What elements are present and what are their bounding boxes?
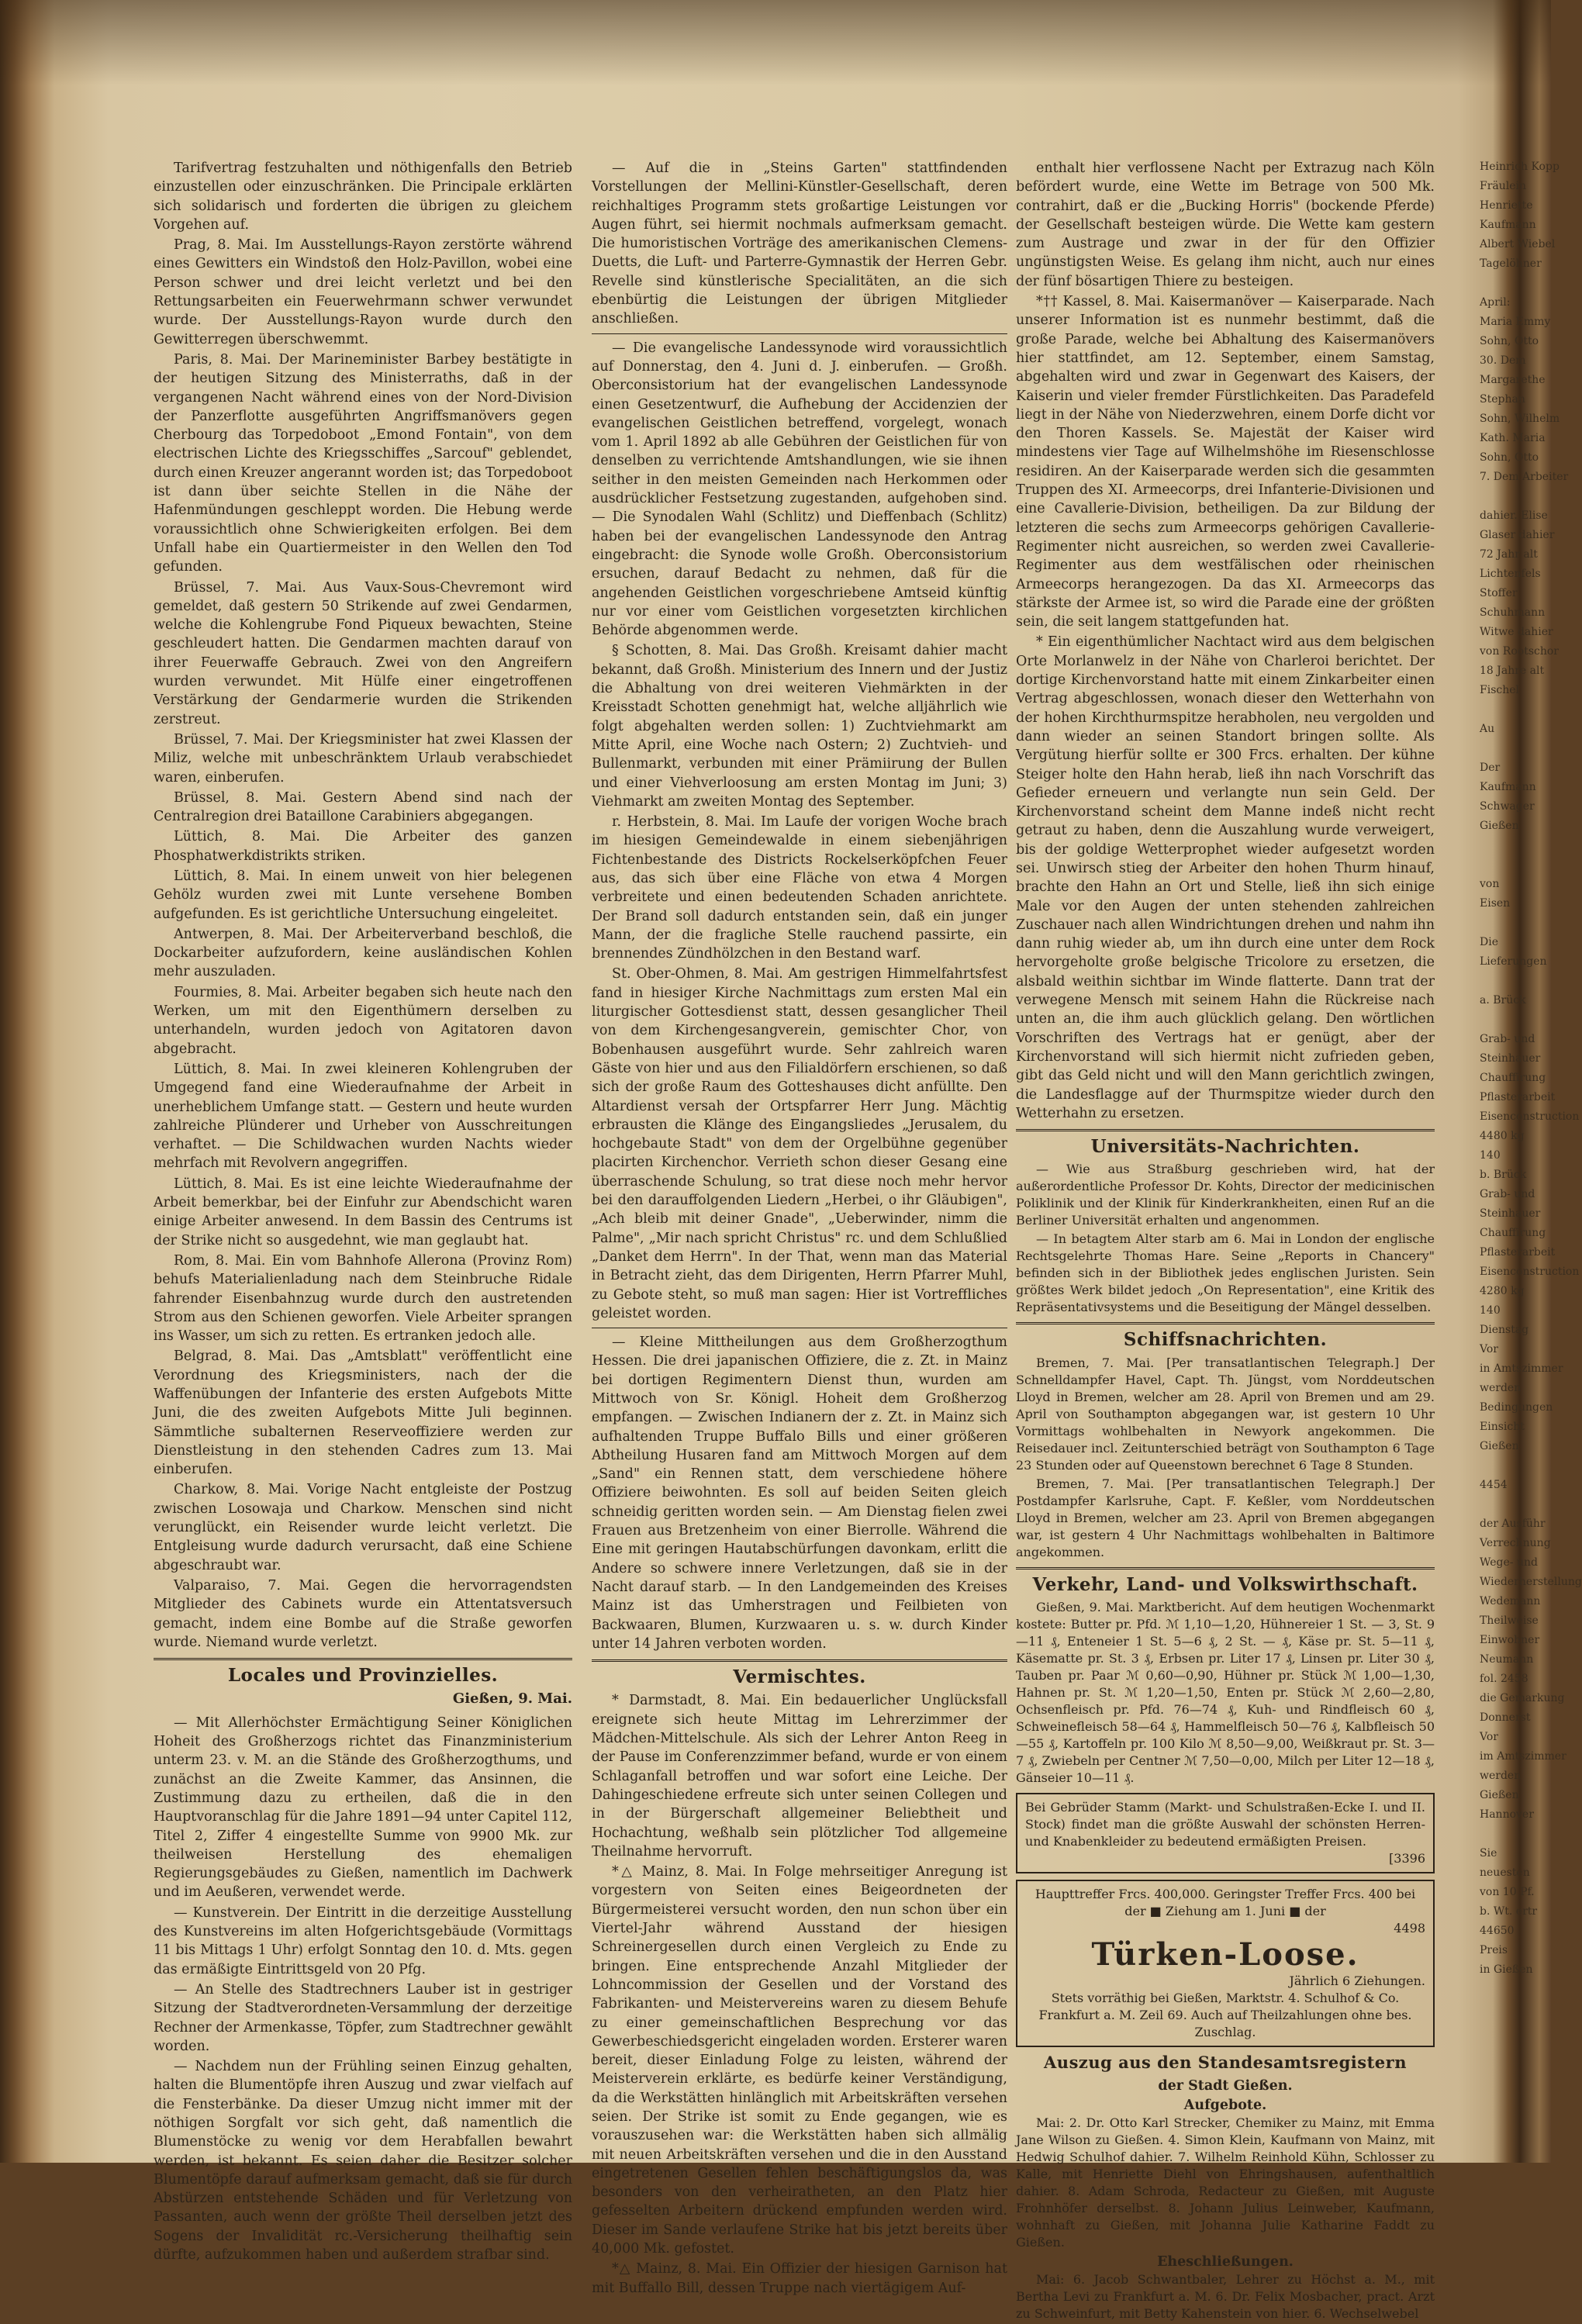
edge-text-line: 72 Jahr alt [1480,548,1538,561]
edge-text-line: 4454 [1480,1479,1508,1491]
edge-text-line: Eisen [1480,897,1511,910]
aufgebote-heading: Aufgebote. [1183,2097,1267,2113]
section-divider [1016,1129,1435,1131]
standesamt-subheading: der Stadt Gießen. [1158,2078,1293,2094]
news-item-bruessel-1: Brüssel, 7. Mai. Aus Vaux-Sous-Chevremont wird gemeldet, daß gestern 50 Strikende auf zwei Gendarmen, welche die Kohlengrube Fond Piqueux bewachten, Steine geschleudert hatten. Die Gendarmen machten darauf von ihrer Feuerwaffe Gebrauch. Zwei von den Angreifern wurden verwundet. Mit Hülfe einer eingetroffenen Verstärkung der Gendarmerie wurden die Strikenden zerstreut. [154,579,572,727]
edge-text-line: Donnerst [1480,1711,1531,1724]
news-item-bruessel-3: Brüssel, 8. Mai. Gestern Abend sind nach der Centralregion drei Bataillone Carabiniers abgegangen. [154,789,572,825]
edge-text-line [1480,741,1518,757]
edge-text-line: Glaser dahier [1480,529,1555,541]
news-item-prag: Prag, 8. Mai. Im Ausstellungs-Rayon zerstörte während eines Gewitters ein Windstoß den Holz-Pavillon, wobei eine Person schwer und drei leicht verletzt und bei den Rettungsarbeiten ein Feuerwehrmann schwer verwundet wurde. Der Ausstellungs-Rayon wurde durch den Gewitterregen überschwemmt. [154,237,572,347]
eheschliessungen-list: Mai: 6. Jacob Schwantbaler, Lehrer zu Höchst a. M., mit Bertha Levi zu Frankfurt a. M. 6. Dr. Felix Mosbacher, pract. Arzt zu Schweinfurt, mit Betty Kahenstein von hier. 6. Wechselwebel [1016,2272,1435,2322]
news-item-luettich-1: Lüttich, 8. Mai. Die Arbeiter des ganzen Phosphatwerkdistrikts striken. [154,829,572,864]
news-item-paris: Paris, 8. Mai. Der Marineminister Barbey bestätigte in der heutigen Sitzung des Ministerraths, daß in der vergangenen Nacht während eines von der Nord-Division der Panzerflotte ausgeführten Angriffsmanövers gegen Cherbourg das Torpedoboot „Emond Fontain", von dem electrischen Lichte des Kriegsschiffes „Sarcouf" geblendet, durch einen Kreuzer angerannt worden ist; das Torpedoboot ist dann über seichte Stellen in die Nähe der Hafenmündungen geschleppt worden. Die Hebung werde voraussichtlich ohne Schwierigkeiten erfolgen. Bei dem Unfall habe ein Quartiermeister in den Wellen den Tod gefunden. [154,351,572,575]
local-item-schotten: § Schotten, 8. Mai. Das Großh. Kreisamt dahier macht bekannt, daß Großh. Ministerium des Innern und der Justiz die Abhaltung von drei weiteren Viehmärkten in der Kreisstadt Schotten genehmigt hat, welche alljährlich wie folgt abgehalten werden sollen: 1) Zuchtviehmarkt am Mitte April, eine Woche nach Ostern; 2) Zuchtvieh- und Bullenmarkt, verbunden mit einer Prämiirung der Bullen und einer Viehverloosung am ersten Montag im Juni; 3) Viehmarkt am zweiten Montag des September. [592,643,1007,810]
news-item-antwerpen: Antwerpen, 8. Mai. Der Arbeiterverband beschloß, die Dockarbeiter aufzufordern, keine ausländischen Kohlen mehr auszuladen. [154,926,572,980]
edge-text-line: Gießen [1480,1789,1519,1801]
edge-text-line: Wiederherstellung [1480,1576,1582,1588]
edge-text-line: 7. Dem Arbeiter [1480,471,1569,483]
edge-text-line: Vor [1480,1343,1498,1355]
edge-text-line: Pflasterarbeit [1480,1246,1556,1259]
misc-item-kassel: *†† Kassel, 8. Mai. Kaisermanöver — Kaiserparade. Nach unserer Information ist es nunmehr bestimmt, daß die große Parade, welche bei Abhaltung des Kaisermanövers hier stattfindet, am 12. September, einem Samstag, abgehalten wird und zwar in Gegenwart des Kaisers, der Kaiserin und vieler fremder Fürstlichkeiten. Das Paradefeld liegt in der Nähe von Niederzwehren, einem Dorfe dicht vor den Thoren Kassels. Se. Majestät der Kaiser wird mindestens vier Tage auf Wilhelmshöhe im Riesenschlosse residiren. An der Kaiserparade werden sich die gesammten Truppen des XI. Armeecorps, drei Infanterie-Divisionen und eine Cavallerie-Division, betheiligen. Da zur Bildung der letzteren die sechs zum Armeecorps gehörigen Cavallerie-Regimenter nicht ausreichen, so werden zwei Cavallerie-Regimenter aus dem westfälischen oder rheinischen Armeecorps herangezogen. Da das XI. Armeecorps das stärkste der Armee ist, so wird die Parade eine der größten sein, die seit langem stattgefunden hat. [1016,294,1435,630]
edge-text-line: Schuhmann [1480,606,1546,619]
page-shadow [0,0,1551,85]
edge-text-line: Sohn, Wilhelm [1480,413,1560,425]
edge-text-line: Schwager [1480,800,1535,813]
edge-text-line: Bedingungen [1480,1401,1553,1414]
local-item-kunstverein: — Kunstverein. Der Eintritt in die derzeitige Ausstellung des Kunstvereins im alten Hofgerichtsgebäude (Vormittags 11 bis Mittags 1 Uhr) erfolgt Sonntag den 10. d. Mts. gegen das ermäßigte Eintrittsgeld von 20 Pfg. [154,1904,572,1977]
local-item-finanz: — Mit Allerhöchster Ermächtigung Seiner Königlichen Hoheit des Großherzogs richtet das Finanzministerium unterm 23. v. M. an die Stände des Großherzogthums, und zunächst an die Zweite Kammer, das Ansinnen, die Zustimmung dazu zu ertheilen, daß die in den Hauptvoranschlag für die Jahre 1891—94 unter Capitel 112, Titel 2, Ziffer 4 eingestellte Summe von 9900 Mk. zur theilweisen Herstellung des ehemaligen Regierungsgebäudes zu Gießen, namentlich im Dachwerk und im Aeußeren, verwendet werde. [154,1715,572,1901]
edge-text-line: Heinrich Kopp [1480,161,1560,173]
edge-text-line: Stephan [1480,393,1525,406]
aufgebote-list: Mai: 2. Dr. Otto Karl Strecker, Chemiker zu Mainz, mit Emma Jane Wilson zu Gießen. 4. Simon Klein, Kaufmann von Mainz, mit Hedwig Schulhof dahier. 7. Wilhelm Reinhold Kühn, Schlosser zu Kalle, mit Henriette Diehl von Ehringshausen, aufenthaltlich dahier. 8. Adam Schroda, Redacteur zu Gießen, mit Auguste Frohnhöfer derselbst. 8. Johann Julius Leinweber, Kaufmann, wohnhaft zu Gießen, mit Johanna Julie Katharine Faddt zu Gießen. [1016,2115,1435,2250]
ad-lottery-side: Jährlich 6 Ziehungen. [1289,1974,1425,1989]
local-item-herbstein: r. Herbstein, 8. Mai. Im Laufe der vorigen Woche brach im hiesigen Gemeindewalde in einem siebenjährigen Fichtenbestande des Districts Rockelserköpfchen Feuer aus, das sich über eine Fläche von etwa 4 Morgen verbreitete und einen bedeutenden Schaden anrichtete. Der Brand soll dadurch entstanden sein, daß ein junger Mann, der die fragliche Stelle rauchend passirte, ein brennendes Zündhölzchen in den Bestand warf. [592,814,1007,962]
edge-text-line [1480,837,1518,854]
edge-text-line: Der [1480,761,1501,774]
ad-lottery-bottom: Stets vorräthig bei Gießen, Marktstr. 4. Schulhof & Co. Frankfurt a. M. Zeil 69. Auch auf Theilzahlungen ohne bes. Zuschlag. [1038,1991,1412,2040]
edge-text-line: 4480 kg [1480,1130,1525,1142]
edge-text-line: Witwe dahier [1480,626,1553,638]
dateline: Gießen, 9. Mai. [452,1690,572,1708]
edge-text-line: Verrechnung [1480,1537,1551,1549]
edge-text-line [1480,857,1518,873]
local-item-stadtrechner: — An Stelle des Stadtrechners Lauber ist in gestriger Sitzung der Stadtverordneten-Versammlung der derzeitige Rechner der Armenkasse, Töpfer, zum Stadtrechner gewählt worden. [154,1981,572,2054]
news-item-belgrad: Belgrad, 8. Mai. Das „Amtsblatt" veröffentlicht eine Verordnung des Kriegsministers, nach der die Waffenübungen der Infanterie des ersten Aufgebots Mitte Juni, die des zweiten Aufgebots Mitte Juli beginnen. Sämmtliche subalternen Reserveoffiziere werden zur Dienstleistung in den stehenden Cadres zum 13. Mai einberufen. [154,1348,572,1478]
local-item-mellini: — Auf die in „Steins Garten" stattfindenden Vorstellungen der Mellini-Künstler-Gesellschaft, deren reichhaltiges Programm stets großartige Leistungen vor Augen führt, sei hiermit nochmals aufmerksam gemacht. Die humoristischen Vorträge des amerikanischen Clemens-Duetts, die Luft- und Parterre-Gymnastik der Herren Gebr. Revelle sind künstlerische Specialitäten, an die sich ebenbürtig die Leistungen der übrigen Mitglieder anschließen. [592,161,1007,327]
uni-item-strassburg: — Wie aus Straßburg geschrieben wird, hat der außerordentliche Professor Dr. Kohts, Director der medicinischen Poliklinik und der Klinik für Kinderkrankheiten, einen Ruf an die Berliner Universität erhalten und angenommen. [1016,1162,1435,1228]
facing-page-edge [1480,159,1582,1981]
edge-text-line: Fräulein [1480,180,1527,192]
ad-lottery-number: 4498 [1394,1921,1425,1936]
section-divider [592,1659,1007,1662]
edge-text-line: 4280 kg [1480,1285,1525,1297]
edge-text-line: a. Brück [1480,994,1526,1007]
edge-text-line: von [1480,878,1500,890]
section-divider [154,1658,572,1660]
edge-text-line: Kaufmann [1480,781,1536,793]
ad-text: Bei Gebrüder Stamm (Markt- und Schulstraßen-Ecke I. und II. Stock) findet man die größte Auswahl der schönsten Herren- und Knabenkleider zu bedeutend ermäßigten Preisen. [1025,1800,1425,1849]
edge-text-line: Hannover [1480,1808,1534,1821]
edge-text-line: Die [1480,936,1498,948]
edge-text-line [1480,1826,1518,1842]
edge-text-line: Eisenconstruction [1480,1110,1580,1123]
local-item-kleine-mittheilungen: — Kleine Mittheilungen aus dem Großherzogthum Hessen. Die drei japanischen Offiziere, die z. Zt. in Mainz bei dortigen Regimentern Dienst thun, wurden am Mittwoch von Sr. Königl. Hoheit dem Großherzog empfangen. — Zwischen Indianern der z. Zt. in Mainz sich aufhaltenden Truppe Buffalo Bills und einer größeren Abtheilung Husaren fand am Mittwoch Morgen auf dem „Sand" ein Rennen statt, dem verschiedene höhere Offiziere beiwohnten. Es soll auf beiden Seiten gleich schneidig geritten worden sein. — Am Dienstag fielen zwei Frauen aus Bretzenheim von einer Bierrolle. Während die Eine mit geringen Hautabschürfungen davonkam, erlitt die Andere so schwere innere Verletzungen, daß sie in der Nacht darauf starb. — In den Landgemeinden des Kreises Mainz ist das Umherstragen und Feilbieten von Backwaaren, Blumen, Kurzwaaren u. s. w. durch Kinder unter 14 Jahren verboten worden. [592,1335,1007,1652]
uni-item-london: — In betagtem Alter starb am 6. Mai in London der englische Rechtsgelehrte Thomas Hare. Seine „Reports in Chancery" befinden sich in der Bibliothek jedes englischen Juristen. Sein größtes Werk bildet jedoch „On Representation", eine Kritik des Repräsentativsystems und die Beseitigung der Mängel desselben. [1016,1231,1435,1315]
edge-text-line: im Amtszimmer [1480,1750,1566,1763]
ad-lottery-top: Haupttreffer Frcs. 400,000. Geringster Treffer Frcs. 400 bei der ■ Ziehung am 1. Juni ■ der [1035,1887,1416,1919]
edge-text-line: 140 [1480,1149,1501,1162]
edge-text-line: Neumann [1480,1653,1534,1666]
edge-text-line: Wedemann [1480,1595,1541,1607]
edge-text-line: Albert Wiebel [1480,238,1556,250]
edge-text-line: Steinhauer [1480,1052,1541,1065]
misc-item-continued: enthalt hier verflossene Nacht per Extrazug nach Köln befördert wurde, eine Wette im Betrage von 500 Mk. contrahirt, daß er die „Bucking Horris" (bockende Pferde) der Gesellschaft besteigen würde. Die Wette kam gestern zum Austrage und zwar in der für den Offizier ungünstigsten Weise. Es gelang ihm nicht, auch nur eines der fünf bösartigen Thiere zu besteigen. [1016,161,1435,289]
edge-text-line: Lieferungen [1480,955,1547,968]
section-heading-locales: Locales und Provinzielles. [227,1665,499,1687]
advertisement-tuerken-loose [1016,1880,1435,2047]
news-item-bruessel-2: Brüssel, 7. Mai. Der Kriegsminister hat zwei Klassen der Miliz, welche mit unbeschränktem Urlaub verabschiedet waren, einberufen. [154,731,572,786]
edge-text-line [1480,1458,1518,1474]
section-heading-standesamt: Auszug aus den Standesamtsregistern [1044,2053,1407,2073]
edge-text-line: Einwohner [1480,1634,1540,1646]
section-divider [1016,1567,1435,1569]
edge-text-line: 140 [1480,1304,1501,1317]
edge-text-line: Dienstag [1480,1324,1529,1336]
ship-item-havel: Bremen, 7. Mai. [Per transatlantischen Telegraph.] Der Schnelldampfer Havel, Capt. Th. Jüngst, vom Norddeutschen Lloyd in Bremen, welcher am 28. April von Bremen und am 29. April von Southampton abgegangen war, ist gestern 10 Uhr Vormittags wohlbehalten in Newyork angekommen. Die Reisedauer incl. Zeitunterschied beträgt von Southampton 6 Tage 23 Stunden oder auf Queenstown berechnet 6 Tage 8 Stunden. [1016,1355,1435,1473]
edge-text-line: Sohn, Otto [1480,451,1539,464]
news-item-luettich-4: Lüttich, 8. Mai. Es ist eine leichte Wiederaufnahme der Arbeit bemerkbar, bei der Einfuhr zur Abendschicht waren einige Arbeiter anwesend. In dem Bassin des Centrums ist der Strike nicht so ausgedehnt, wie man geglaubt hat. [154,1176,572,1248]
edge-text-line: Henriette [1480,199,1533,212]
edge-text-line [1480,1497,1518,1513]
edge-text-line: Maria Emmy [1480,316,1551,328]
column-3 [1016,159,1435,2324]
edge-text-line: Chauffirung [1480,1227,1546,1239]
edge-text-line: Pflasterarbeit [1480,1091,1556,1103]
ship-item-karlsruhe: Bremen, 7. Mai. [Per transatlantischen Telegraph.] Der Postdampfer Karlsruhe, Capt. F. Keßler, vom Norddeutschen Lloyd in Bremen, welcher am 23. April von Bremen abgegangen war, ist gestern 4 Uhr Nachmittags wohlbehalten in Baltimore angekommen. [1016,1476,1435,1559]
edge-text-line: Kaufmann [1480,219,1536,231]
edge-text-line: Fischel [1480,684,1519,696]
edge-text-line: Vor [1480,1731,1498,1743]
market-report: Gießen, 9. Mai. Marktbericht. Auf dem heutigen Wochenmarkt kostete: Butter pr. Pfd. ℳ 1,10—1,20, Hühnereier 1 St. — 3, St. 9—11 ₰, Enteneier 1 St. 5—6 ₰, 2 St. — ₰, Käse pr. St. 5—11 ₰, Käsematte pr. St. 3 ₰, Erbsen pr. Liter 17 ₰, Linsen pr. Liter 30 ₰, Tauben pr. Paar ℳ 0,60—0,90, Hühner pr. Stück ℳ 1,00—1,30, Hahnen pr. St. ℳ 1,20—1,50, Enten pr. Stück ℳ 2,60—2,80, Ochsenfleisch pr. Pfd. 76—74 ₰, Kuh- und Rindfleisch 60 ₰, Schweinefleisch 58—64 ₰, Hammelfleisch 50—76 ₰, Kalbfleisch 50—55 ₰, Kartoffeln pr. 100 Kilo ℳ 8,50—9,00, Weißkraut pr. St. 3—7 ₰, Zwiebeln per Centner ℳ 7,50—0,00, Milch per Liter 12—18 ₰, Gänseier 10—11 ₰. [1016,1600,1435,1786]
misc-item-nachtact: * Ein eigenthümlicher Nachtact wird aus dem belgischen Orte Morlanwelz in der Nähe von Charleroi berichtet. Der dortige Kirchenvorstand hatte mit einem Zinkarbeiter einen Vertrag abgeschlossen, wonach dieser den Wetterhahn von der hohen Kirchthurmspitze herabholen, neu vergolden und dann wieder an seinen Standort bringen sollte. Als Vergütung hierfür sollte er 300 Frcs. erhalten. Der kühne Steiger holte den Hahn herab, ließ ihn nach Vorschrift das Gefieder erneuern und verlangte nun sein Geld. Der Kirchenvorstand scheint dem Manne indeß nicht recht getraut zu haben, denn die Auszahlung wurde verweigert, bis der goldige Wetterprophet wieder aufgesetzt worden sei. Unwirsch stieg der Arbeiter den hohen Thurm hinauf, brachte den Hahn an Ort und Stelle, ließ ihn sich einige Male vor den Augen der unten stehenden zahlreichen Zuschauer nach allen Windrichtungen drehen und nahm ihn dann ruhig wieder ab, um ihn durch eine unter dem Rock hervorgeholte große belgische Tricolore zu ersetzen, die alsbald weithin sichtbar im Winde flatterte. Dann trat der verwegene Mensch mit seinem Hahn die Rückreise nach unten an, die ihm auch glücklich gelang. Den wörtlichen Vorschriften des Vertrags hat er genügt, aber der Kirchenvorstand will sich hiermit nicht zufrieden geben, gibt das Geld nicht und will den Mann gerichtlich zwingen, die Landesflagge auf der Thurmspitze wieder durch den Wetterhahn zu ersetzen. [1016,634,1435,1121]
edge-text-line: Margarethe [1480,374,1546,386]
edge-text-line: in Gießen [1480,1963,1533,1976]
edge-text-line: fol. 2458 [1480,1673,1528,1685]
local-item-ober-ohmen: St. Ober-Ohmen, 8. Mai. Am gestrigen Himmelfahrtsfest fand in hiesiger Kirche Nachmittags zum ersten Mal ein liturgischer Gottesdienst statt, dessen gesanglicher Theil von dem Kirchengesangverein, gemischter Chor, von Bobenhausen ausgeführt wurde. Sehr zahlreich waren Gäste von hier und aus den Filialdörfern erschienen, so daß sich der große Raum des Gotteshauses dicht anfüllte. Den Altardienst versah der Ortspfarrer Herr Jung. Mächtig erbrausten die Klänge des Eingangsliedes „Jerusalem, du hochgebaute Stadt" von dem der Orgelbühne gegenüber placirten Kirchenchor. Verrieth schon dieser Gesang eine überraschende Schulung, so trat diese noch mehr hervor bei den darauffolgenden Liedern „Herbei, o ihr Gläubigen", „Ach bleib mit deiner Gnade", „Ueberwinder, nimm die Palme", „Mir nach spricht Christus" rc. und dem Schlußlied „Danket dem Herrn". In der That, wenn man das Material in Betracht zieht, das dem Dirigenten, Herrn Pfarrer Muhl, zu Gebote steht, so muß man sagen: Hier ist Vortreffliches geleistet worden. [592,966,1007,1321]
edge-text-line: die Gemarkung [1480,1692,1565,1704]
section-heading-schiff: Schiffsnachrichten. [1123,1329,1328,1351]
section-heading-universitaet: Universitäts-Nachrichten. [1090,1136,1360,1158]
edge-text-line: neuesten [1480,1866,1530,1879]
edge-text-line: Sie [1480,1847,1497,1860]
edge-text-line: in Amtszimmer [1480,1362,1563,1375]
edge-text-line: von Rootschor [1480,645,1559,658]
edge-text-line: Stoffer [1480,587,1518,599]
news-item-rom: Rom, 8. Mai. Ein vom Bahnhofe Allerona (Provinz Rom) behufs Materialienladung nach dem Steinbruche Ridale fahrender Eisenbahnzug wurde durch den austretenden Strom aus den Schienen geworfen. Viele Arbeiter sprangen ins Wasser, um sich zu retten. Es ertranken jedoch alle. [154,1252,572,1345]
advertisement-stamm [1016,1793,1435,1873]
eheschliessungen-heading: Eheschließungen. [1157,2253,1294,2270]
edge-text-line: b. Brück [1480,1169,1527,1181]
edge-text-line: Theilweise [1480,1614,1539,1627]
edge-text-line: werden [1480,1770,1522,1782]
edge-text-line: von 10 Pf. [1480,1886,1535,1898]
edge-text-line: Sohn, Otto [1480,335,1539,347]
edge-text-line [1480,915,1518,931]
misc-item-darmstadt: * Darmstadt, 8. Mai. Ein bedauerlicher Unglücksfall ereignete sich heute Mittag im Lehrerzimmer der Mädchen-Mittelschule. Als sich der Lehrer Anton Reeg in der Pause im Conferenzzimmer befand, wurde er von einem Schlaganfall betroffen und war sofort eine Leiche. Der Dahingeschiedene erfreute sich unter seinen Collegen und in der Bürgerschaft allgemeiner Beliebtheit und Hochachtung, weßhalb sein plötzlicher Tod allgemeine Theilnahme hervorruft. [592,1693,1007,1860]
edge-text-line [1480,1012,1518,1028]
edge-text-line [1480,702,1518,718]
item-divider [592,333,1007,334]
edge-text-line: Gießen [1480,820,1519,832]
news-item-charkow: Charkow, 8. Mai. Vorige Nacht entgleiste der Postzug zwischen Losowaja und Charkow. Menschen sind nicht verunglückt, ein Reisender wurde leicht verletzt. Die Entgleisung wurde dadurch verursacht, daß eine Schiene abgeschraubt war. [154,1482,572,1573]
section-heading-verkehr: Verkehr, Land- und Volkswirthschaft. [1032,1573,1418,1595]
edge-text-line: Lichtenfels [1480,568,1541,580]
edge-text-line: dahier. Elise [1480,509,1548,522]
edge-text-line: Grab- und [1480,1033,1535,1045]
news-item-luettich-2: Lüttich, 8. Mai. In einem unweit von hier belegenen Gehölz wurden zwei mit Lunte versehene Bomben aufgefunden. Es ist gerichtliche Untersuchung eingeleitet. [154,868,572,922]
ad-lottery-title: Türken-Loose. [1091,1936,1359,1974]
edge-text-line: Au [1480,723,1495,735]
edge-text-line [1480,489,1518,505]
edge-text-line: Steinhauer [1480,1207,1541,1220]
edge-text-line: Chauffirung [1480,1072,1546,1084]
edge-text-line: Wege- und [1480,1556,1538,1569]
news-item-valparaiso: Valparaiso, 7. Mai. Gegen die hervorragendsten Mitglieder des Cabinets wurde ein Attentatsversuch gemacht, indem eine Bombe auf die Straße geworfen wurde. Niemand wurde verletzt. [154,1577,572,1650]
news-item-luettich-3: Lüttich, 8. Mai. In zwei kleineren Kohlengruben der Umgegend fand eine Wiederaufnahme der Arbeit in unerheblichem Umfange statt. — Gestern und heute wurden zahlreiche Plünderer und Urheber von Ausschreitungen verhaftet. — Die Schildwachen wurden Nachts wieder mehrfach mit Revolvern angegriffen. [154,1061,572,1172]
article-text: Tarifvertrag festzuhalten und nöthigenfalls den Betrieb einzustellen oder einzuschränken. Die Principale erklärten sich solidarisch und forderten die übrigen zu gleichem Vorgehen auf. [154,161,572,233]
misc-item-mainz-2: *△ Mainz, 8. Mai. Ein Offizier der hiesigen Garnison hat mit Buffallo Bill, dessen Truppe nach viertägigem Auf- [592,2261,1007,2296]
edge-text-line: 18 Jahre alt [1480,665,1545,677]
edge-text-line: 30. Dem [1480,354,1526,367]
edge-text-line: Preis [1480,1944,1508,1956]
edge-text-line [1480,973,1518,989]
news-item-fourmies: Fourmies, 8. Mai. Arbeiter begaben sich heute nach den Werken, um mit den Eigenthümern derselben zu unterhandeln, wurden jedoch von Agitatoren davon abgebracht. [154,984,572,1057]
edge-text-line: Grab- und [1480,1188,1535,1200]
local-item-landessynode: — Die evangelische Landessynode wird voraussichtlich auf Donnerstag, den 4. Juni d. J. einberufen. — Großh. Oberconsistorium hat der evangelischen Landessynode einen Gesetzentwurf, die Aufhebung der Accidenzien der evangelischen Geistlichen betreffend, vorgelegt, wonach vom 1. April 1892 ab alle Gebühren der Geistlichen für von denselben zu verrichtende Amtshandlungen, wie sie ihnen seither in den meisten Gemeinden nach Herkommen oder ausdrücklicher Festsetzung zugestanden, aufgehoben sind. — Die Synodalen Wahl (Schlitz) und Dieffenbach (Schlitz) haben bei der evangelischen Landessynode den Antrag eingebracht: die Synode wolle Großh. Oberconsistorium ersuchen, darauf Bedacht zu nehmen, daß für die angehenden Geistlichen vorgeschriebene Amtseid künftig nur vor einer vom Geistlichen vorgesetzten kirchlichen Behörde abgenommen werde. [592,340,1007,639]
edge-text-line: b. Wt. ertr [1480,1905,1538,1918]
edge-text-line: 44650 [1480,1925,1515,1937]
edge-text-line: Eisenconstruction [1480,1266,1580,1278]
section-heading-vermischtes: Vermischtes. [733,1666,866,1688]
edge-text-line: April: [1480,296,1511,309]
section-divider [1016,1322,1435,1324]
edge-text-line [1480,275,1518,292]
edge-text-line: werden [1480,1382,1522,1394]
column-1 [154,159,572,2266]
edge-text-line: Gießen [1480,1440,1519,1452]
column-2 [592,159,1007,2299]
edge-text-line: der Ausführ [1480,1518,1546,1530]
local-item-blumentoepfe: — Nachdem nun der Frühling seinen Einzug gehalten, halten die Blumentöpfe ihren Auszug und zwar vielfach auf die Fensterbänke. Da dieser Umzug nicht immer mit der nöthigen Sorgfalt vor sich geht, daß namentlich die Blumenstöcke zu wenig vor dem Herabfallen bewahrt werden, ist bekannt. Es seien daher die Besitzer solcher Blumentöpfe darauf aufmerksam gemacht, daß sie für durch Abstürzen entstehende Schäden und für Verletzung von Passanten, auch wenn der größte Theil derselben jetzt des Sogens der Invalidität rc.-Versicherung theilhaftig sein dürfte, aufzukommen haben und außerdem strafbar sind. [154,2059,572,2264]
edge-text-line: Tagelöhner [1480,257,1542,270]
misc-item-mainz-1: *△ Mainz, 8. Mai. In Folge mehrseitiger Anregung ist vorgestern von Seiten eines Beigeordneten der Bürgermeisterei versucht worden, den nun schon über ein Viertel-Jahr während Ausstand der hiesigen Schreinergesellen durch einen Vergleich zu Ende zu bringen. Eine entsprechende Anzahl Mitglieder der Lohncommission der Gesellen und der Vorstand des Fabrikanten- und Meistervereins waren zu diesem Behufe zu einer gemeinschaftlichen Besprechung vor das Gewerbeschiedsgericht eingeladen worden. Ersterer waren bereit, dieser Einladung Folge zu leisten, während der Meisterverein erklärte, es bedürfe keiner Verständigung, da die Werkstätten hinlänglich mit Arbeitskräften versehen seien. Der Strike ist somit zu Ende gegangen, wie es vorauszusehen war: die Werkstätten haben sich allmälig mit neuen Arbeitskräften versehen und die in den Ausstand eingetretenen Gesellen fehlen beschäftigungslos da, was besonders von den verheiratheten, an den Platz hier gefesselten Arbeitern drückend empfunden werden wird. Dieser im Sande verlaufene Strike hat bis jetzt bereits über 40,000 Mk. gefostet. [592,1864,1007,2257]
edge-text-line: Einsicht [1480,1421,1525,1433]
edge-text-line: Kath. Maria [1480,432,1546,444]
ad-reference: [3396 [1389,1851,1425,1866]
